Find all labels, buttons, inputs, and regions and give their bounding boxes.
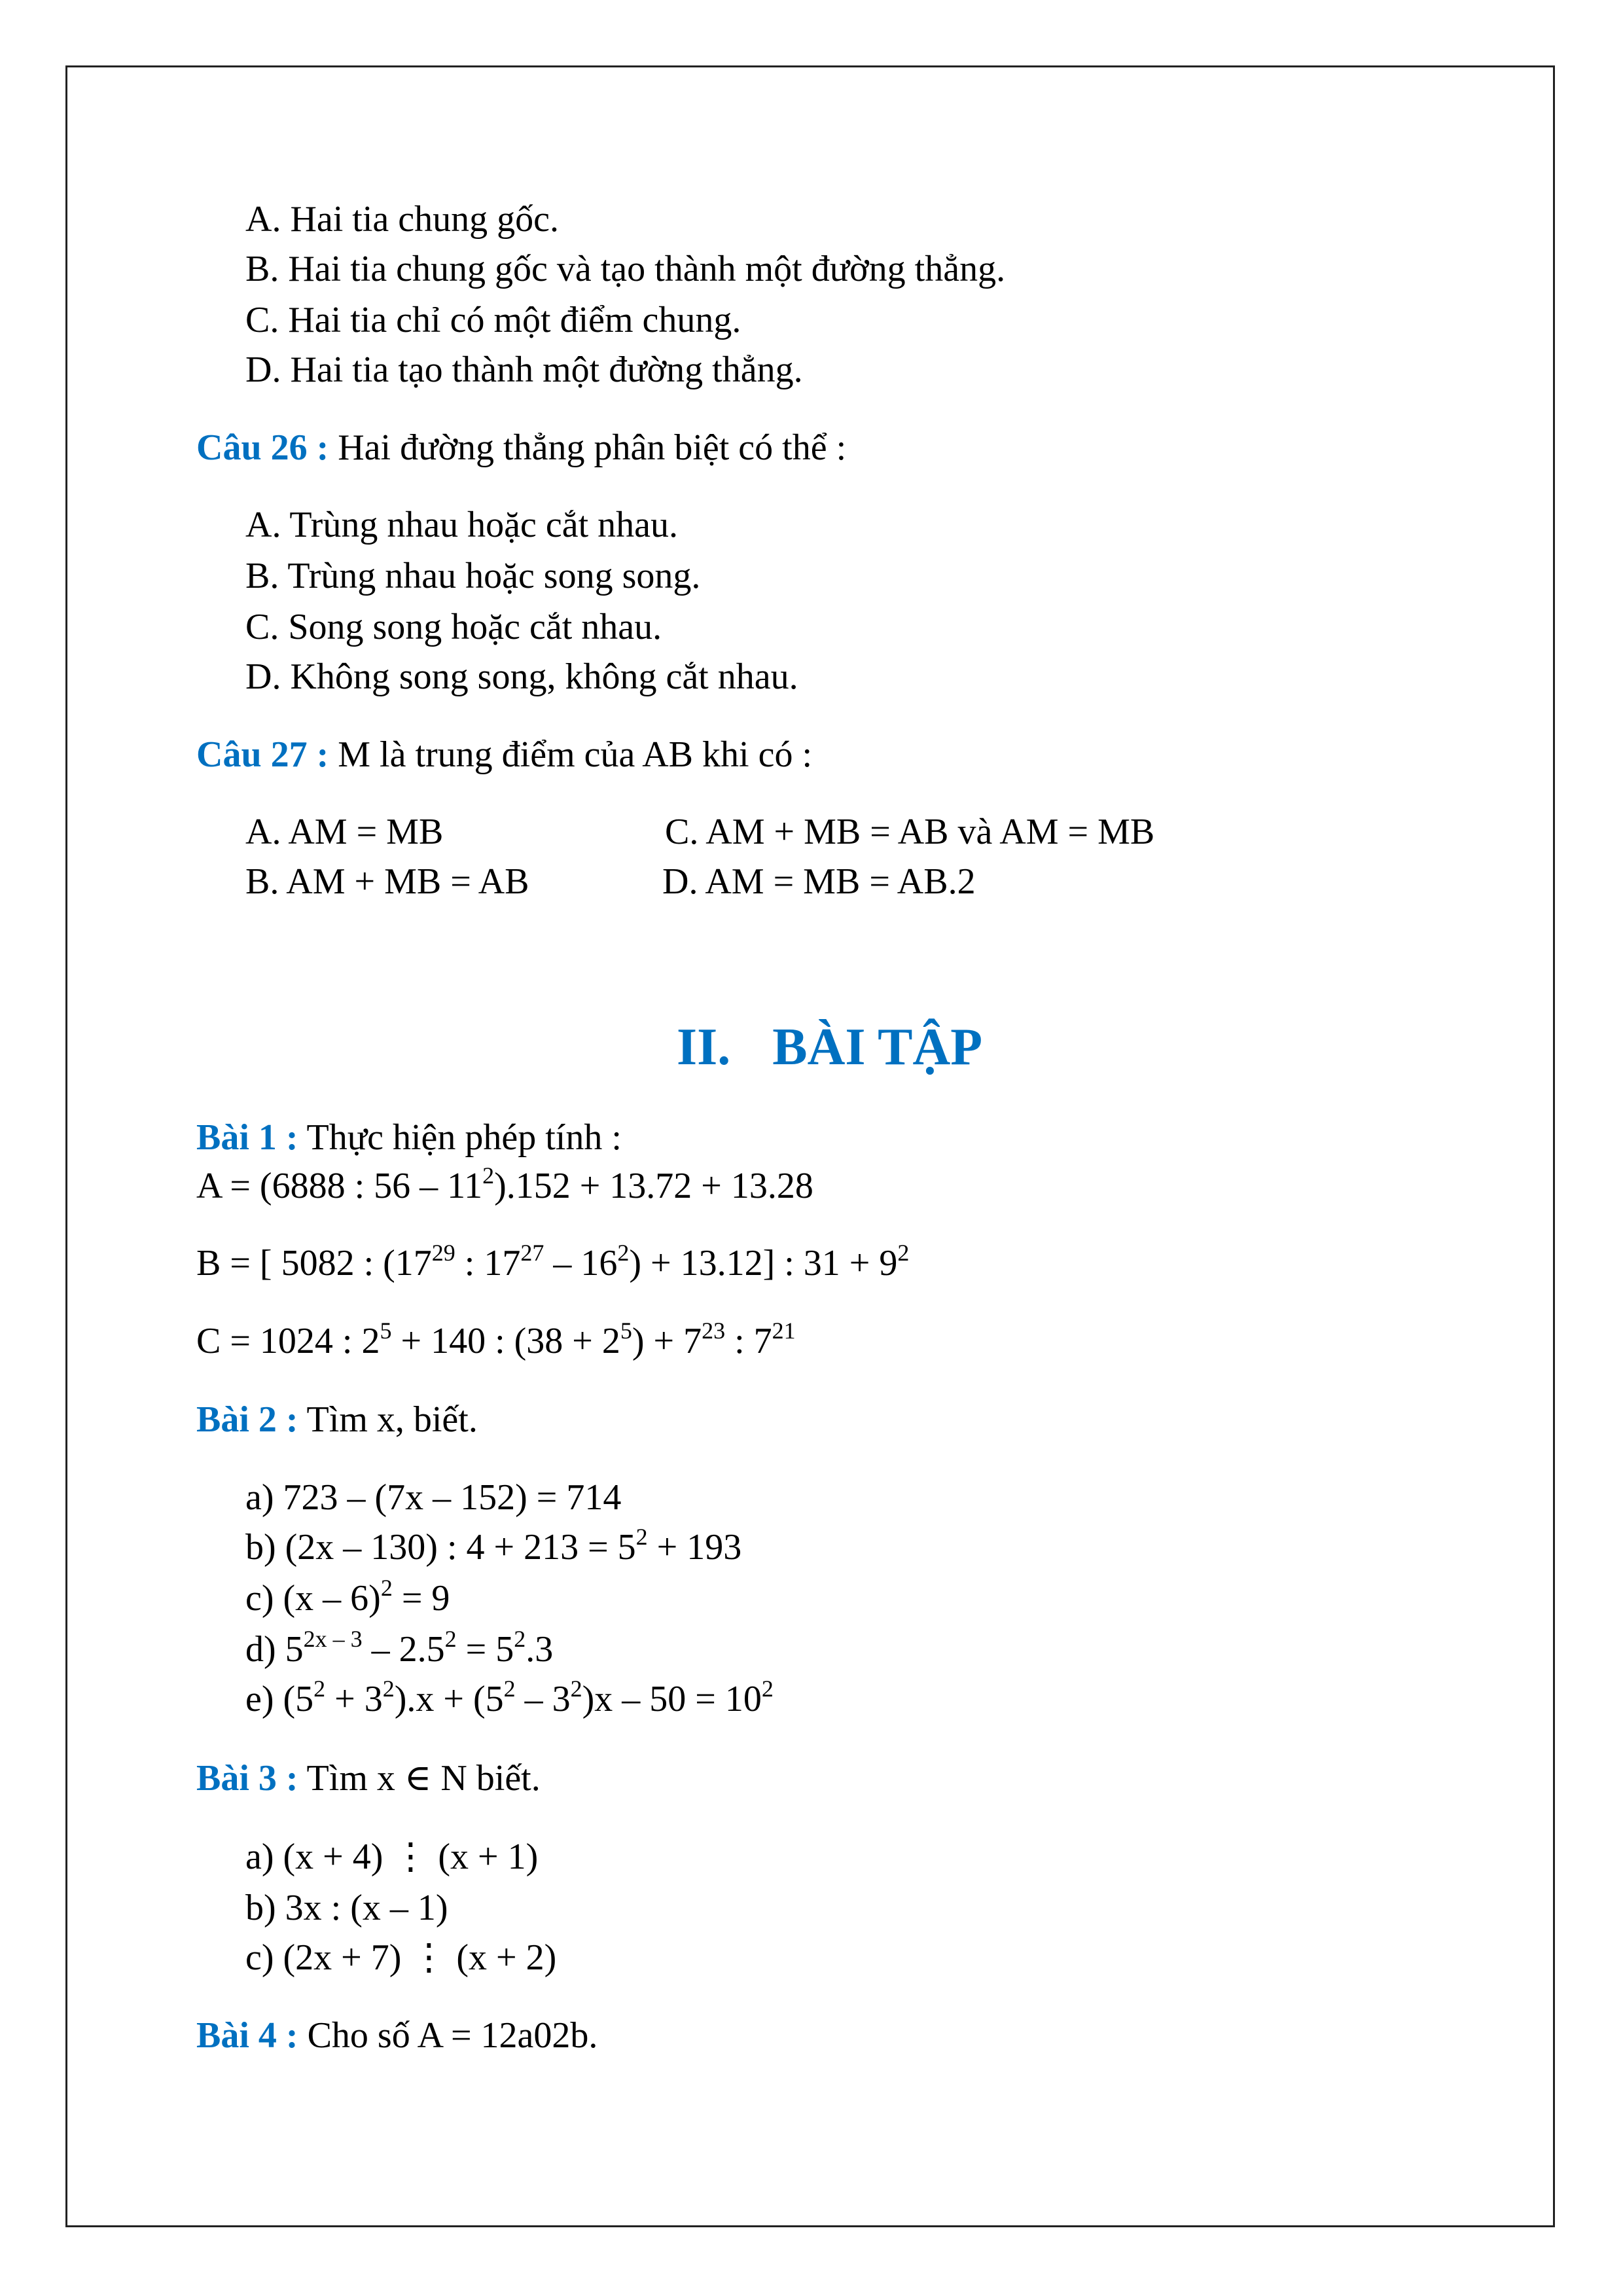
expression-c xyxy=(196,1315,796,1371)
expression-part: – 16 xyxy=(544,1243,618,1283)
exercise-text: Tìm x, biết. xyxy=(298,1399,478,1440)
exercise-3-item-c: c) (2x + 7) ⋮ (x + 2) xyxy=(245,1937,557,1978)
q26-option-d: D. Không song song, không cắt nhau. xyxy=(245,656,798,697)
section-title: BÀI TẬP xyxy=(772,1018,983,1076)
exponent: 23 xyxy=(702,1318,726,1344)
expression-part: ) + 7 xyxy=(632,1321,702,1361)
expression-part: b) (2x – 130) : 4 + 213 = 5 xyxy=(245,1527,636,1568)
expression-part: d) 5 xyxy=(245,1629,304,1670)
exercise-label: Bài 4 : xyxy=(196,2015,298,2056)
expression-part: A = (6888 : 56 – 11 xyxy=(196,1166,483,1206)
q27-option-d: D. AM = MB = AB.2 xyxy=(662,861,976,902)
exercise-3 xyxy=(196,1752,541,1804)
expression-part: = 9 xyxy=(392,1578,450,1619)
exercise-text: Cho số A = 12a02b. xyxy=(298,2015,598,2056)
exercise-label: Bài 3 : xyxy=(196,1758,298,1799)
question-26 xyxy=(196,422,846,474)
question-label: Câu 26 : xyxy=(196,427,329,468)
expression-part: + 193 xyxy=(647,1527,742,1568)
exercise-2-item-d xyxy=(245,1623,553,1679)
exponent: 5 xyxy=(620,1318,632,1344)
expression-part: e) (5 xyxy=(245,1679,314,1719)
expression-part: – 2.5 xyxy=(362,1629,445,1670)
exponent: 21 xyxy=(772,1318,796,1344)
exponent: 27 xyxy=(520,1240,544,1266)
question-27 xyxy=(196,728,812,781)
exercise-2 xyxy=(196,1393,478,1446)
expression-part: ).152 + 13.72 + 13.28 xyxy=(494,1166,813,1206)
exponent: 2x – 3 xyxy=(303,1626,363,1652)
exponent: 2 xyxy=(380,1575,393,1601)
q25-option-b: B. Hai tia chung gốc và tạo thành một đường thẳng. xyxy=(245,249,1006,289)
exercise-2-item-b xyxy=(245,1521,741,1577)
q27-option-b: B. AM + MB = AB xyxy=(245,861,529,902)
exponent: 2 xyxy=(444,1626,457,1652)
expression-part: .3 xyxy=(526,1629,554,1670)
exercise-4 xyxy=(196,2009,597,2062)
exponent: 5 xyxy=(380,1318,392,1344)
exponent: 2 xyxy=(761,1676,774,1702)
exponent: 2 xyxy=(635,1524,648,1550)
expression-part: a) 723 – (7x – 152) = 714 xyxy=(245,1477,622,1518)
exercise-text: Tìm x ∈ N biết. xyxy=(298,1758,541,1799)
exponent: 2 xyxy=(382,1676,395,1702)
expression-part: : 7 xyxy=(725,1321,772,1361)
q25-option-d: D. Hai tia tạo thành một đường thẳng. xyxy=(245,350,803,390)
q27-option-a: A. AM = MB xyxy=(245,812,444,852)
expression-part: B = [ 5082 : (17 xyxy=(196,1243,432,1283)
question-text: Hai đường thẳng phân biệt có thể : xyxy=(329,427,847,468)
q25-option-a: A. Hai tia chung gốc. xyxy=(245,199,559,240)
expression-part: ) + 13.12] : 31 + 9 xyxy=(629,1243,898,1283)
exponent: 2 xyxy=(514,1626,526,1652)
q27-option-c: C. AM + MB = AB và AM = MB xyxy=(665,812,1155,852)
q26-option-c: C. Song song hoặc cắt nhau. xyxy=(245,607,662,647)
expression-a xyxy=(196,1160,813,1216)
question-label: Câu 27 : xyxy=(196,734,329,775)
exercise-2-item-a xyxy=(245,1471,621,1524)
exercise-3-item-a: a) (x + 4) ⋮ (x + 1) xyxy=(245,1837,539,1877)
exponent: 2 xyxy=(617,1240,630,1266)
exercise-label: Bài 2 : xyxy=(196,1399,298,1440)
exercise-2-item-e xyxy=(245,1673,774,1729)
expression-part: = 5 xyxy=(456,1629,514,1670)
section-number: II. xyxy=(677,1018,731,1076)
exponent: 2 xyxy=(503,1676,516,1702)
expression-part: C = 1024 : 2 xyxy=(196,1321,380,1361)
exercise-label: Bài 1 : xyxy=(196,1117,298,1158)
expression-b xyxy=(196,1237,909,1293)
expression-part: ).x + (5 xyxy=(394,1679,504,1719)
question-text: M là trung điểm của AB khi có : xyxy=(329,734,813,775)
q26-option-b: B. Trùng nhau hoặc song song. xyxy=(245,556,701,596)
exercise-2-item-c xyxy=(245,1572,450,1628)
exercise-3-item-b: b) 3x : (x – 1) xyxy=(245,1888,448,1928)
expression-part: )x – 50 = 10 xyxy=(582,1679,762,1719)
expression-part: : 17 xyxy=(455,1243,521,1283)
exponent: 29 xyxy=(431,1240,455,1266)
exercise-1 xyxy=(196,1111,622,1164)
exponent: 2 xyxy=(313,1676,326,1702)
exponent: 2 xyxy=(897,1240,910,1266)
expression-part: + 140 : (38 + 2 xyxy=(391,1321,620,1361)
expression-part: + 3 xyxy=(325,1679,383,1719)
expression-part: – 3 xyxy=(515,1679,571,1719)
exponent: 2 xyxy=(482,1162,495,1189)
q25-option-c: C. Hai tia chỉ có một điểm chung. xyxy=(245,300,741,340)
expression-part: c) (x – 6) xyxy=(245,1578,381,1619)
section-heading xyxy=(677,1014,982,1080)
exponent: 2 xyxy=(570,1676,582,1702)
q26-option-a: A. Trùng nhau hoặc cắt nhau. xyxy=(245,505,679,545)
exercise-text: Thực hiện phép tính : xyxy=(298,1117,622,1158)
